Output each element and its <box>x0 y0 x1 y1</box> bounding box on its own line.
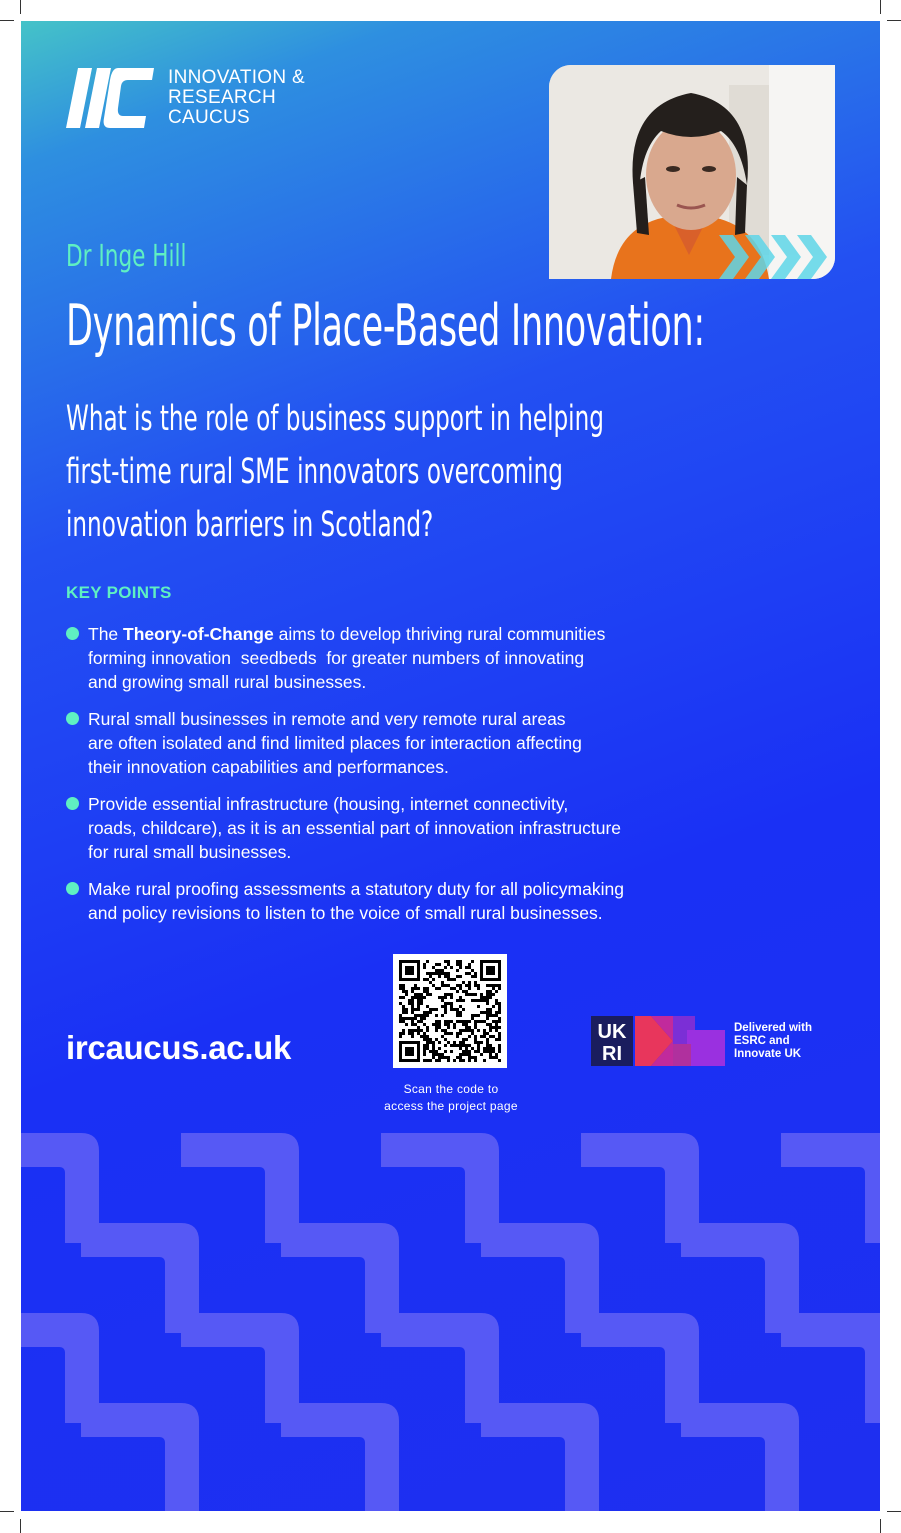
decorative-chevron-pattern <box>21 1133 880 1511</box>
poster <box>21 21 880 1511</box>
key-point-line: Provide essential infrastructure (housing, internet connectivity, <box>88 794 569 814</box>
key-point-text: aims to develop thriving rural communities <box>273 624 606 644</box>
key-point-bold-text: Theory-of-Change <box>123 624 274 644</box>
poster-subtitle <box>66 393 604 552</box>
ukri-logo-text: RI <box>602 1043 622 1065</box>
logo-wordmark <box>168 68 305 128</box>
crop-mark <box>20 1519 21 1533</box>
crop-mark <box>20 0 21 14</box>
qr-caption-line: access the project page <box>384 1099 518 1113</box>
qr-caption <box>351 1081 551 1115</box>
poster-title: Dynamics of Place-Based Innovation: <box>66 293 705 359</box>
speaker-name: Dr Inge Hill <box>66 239 187 274</box>
speaker-portrait-image <box>549 65 835 279</box>
key-point-line: for rural small businesses. <box>88 842 292 862</box>
key-points-list <box>66 622 756 938</box>
key-point-line: Make rural proofing assessments a statutory duty for all policymaking <box>88 879 624 899</box>
speaker-photo <box>549 65 835 279</box>
website-link[interactable]: ircaucus.ac.uk <box>66 1029 292 1066</box>
logo-line: INNOVATION & <box>168 67 305 88</box>
subtitle-line: What is the role of business support in helping <box>66 399 604 439</box>
delivered-line: Delivered with <box>734 1021 812 1034</box>
bullet-icon <box>66 627 79 640</box>
crop-mark <box>0 1511 14 1512</box>
bullet-icon <box>66 882 79 895</box>
delivered-line: Innovate UK <box>734 1047 802 1060</box>
key-point-text: The <box>88 624 124 644</box>
key-point-line: roads, childcare), as it is an essential part of innovation infrastructure <box>88 818 622 838</box>
subtitle-line: first-time rural SME innovators overcoming <box>66 452 563 492</box>
crop-mark <box>887 20 901 21</box>
key-point-item <box>66 877 756 925</box>
ukri-logo-icon <box>591 1016 725 1066</box>
key-points-heading: KEY POINTS <box>66 583 172 602</box>
delivered-line: ESRC and <box>734 1034 790 1047</box>
logo-line: RESEARCH <box>168 87 276 108</box>
qr-code-icon <box>399 960 501 1062</box>
ukri-logo <box>591 1016 812 1066</box>
key-point-item <box>66 792 756 864</box>
delivered-with-text <box>734 1022 812 1061</box>
irc-logo-icon <box>66 66 154 130</box>
qr-code[interactable] <box>393 954 507 1068</box>
key-point-item <box>66 707 756 779</box>
crop-mark <box>880 0 881 14</box>
key-point-line <box>88 622 756 646</box>
key-point-line: forming innovation seedbeds for greater numbers of innovating <box>88 648 585 668</box>
key-point-line: and policy revisions to listen to the voice of small rural businesses. <box>88 903 603 923</box>
crop-mark <box>880 1519 881 1533</box>
crop-mark <box>0 20 14 21</box>
ircaucus-logo <box>66 66 305 130</box>
bullet-icon <box>66 797 79 810</box>
crop-mark <box>887 1511 901 1512</box>
key-point-line: are often isolated and find limited places for interaction affecting <box>88 733 582 753</box>
key-point-line: Rural small businesses in remote and very remote rural areas <box>88 709 566 729</box>
key-point-item <box>66 622 756 694</box>
logo-line: CAUCUS <box>168 107 251 128</box>
key-point-line: and growing small rural businesses. <box>88 672 367 692</box>
bullet-icon <box>66 712 79 725</box>
subtitle-line: innovation barriers in Scotland? <box>66 505 434 545</box>
key-point-line: their innovation capabilities and performances. <box>88 757 449 777</box>
qr-caption-line: Scan the code to <box>403 1082 499 1096</box>
ukri-logo-text: UK <box>597 1021 627 1043</box>
